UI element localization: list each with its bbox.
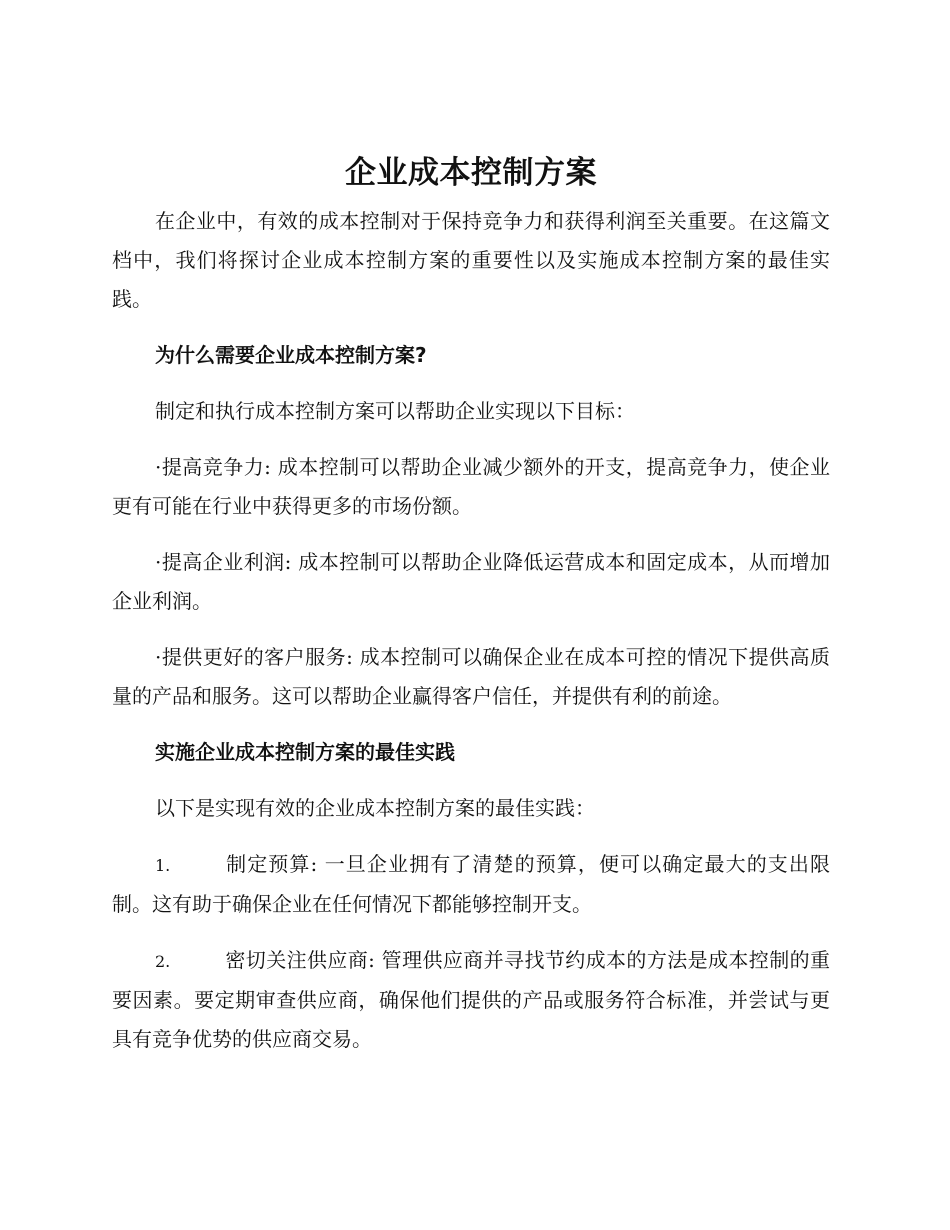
document-title: 企业成本控制方案: [345, 155, 597, 191]
section-lead-goals: 制定和执行成本控制方案可以帮助企业实现以下目标：: [155, 399, 635, 423]
numbered-item-suppliers: [112, 941, 830, 1059]
bullet-text: 成本控制可以帮助企业减少额外的开支，提高竞争力，使企业更有可能在行业中获得更多的市场份额。: [112, 455, 830, 518]
bullet-text: 成本控制可以确保企业在成本可控的情况下提供高质量的产品和服务。这可以帮助企业赢得客户信任，并提供有利的前途。: [112, 645, 830, 708]
bullet-marker: ·: [155, 550, 162, 574]
bullet-term: 提供更好的客户服务:: [161, 645, 353, 669]
bullet-item-customer-service: [112, 638, 830, 716]
list-text: 一旦企业拥有了清楚的预算，便可以确定最大的支出限制。这有助于确保企业在任何情况下都能够控制开支。: [112, 852, 830, 916]
intro-paragraph: 在企业中，有效的成本控制对于保持竞争力和获得利润至关重要。在这篇文档中，我们将探讨企业成本控制方案的重要性以及实施成本控制方案的最佳实践。: [112, 209, 830, 311]
section-lead-practices: 以下是实现有效的企业成本控制方案的最佳实践：: [155, 796, 595, 820]
bullet-marker: ·: [155, 455, 162, 479]
numbered-item-budget: [112, 845, 830, 924]
bullet-item-profit: [112, 543, 830, 621]
list-term: 密切关注供应商:: [225, 948, 375, 972]
section-heading-best-practices: 实施企业成本控制方案的最佳实践: [155, 740, 455, 764]
bullet-text: 成本控制可以帮助企业降低运营成本和固定成本，从而增加企业利润。: [112, 550, 831, 613]
section-heading-why: 为什么需要企业成本控制方案?: [155, 343, 427, 367]
bullet-term: 提高企业利润:: [161, 550, 292, 574]
bullet-marker: ·: [155, 645, 162, 669]
bullet-item-competitiveness: [112, 448, 830, 526]
bullet-term: 提高竞争力:: [161, 455, 271, 479]
list-number: 1.: [155, 856, 171, 875]
list-term: 制定预算:: [225, 852, 318, 876]
document-body: [112, 150, 830, 1059]
list-text: 管理供应商并寻找节约成本的方法是成本控制的重要因素。要定期审查供应商，确保他们提供的产品或服务符合标准，并尝试与更具有竞争优势的供应商交易。: [112, 948, 830, 1051]
list-number: 2.: [155, 952, 171, 971]
